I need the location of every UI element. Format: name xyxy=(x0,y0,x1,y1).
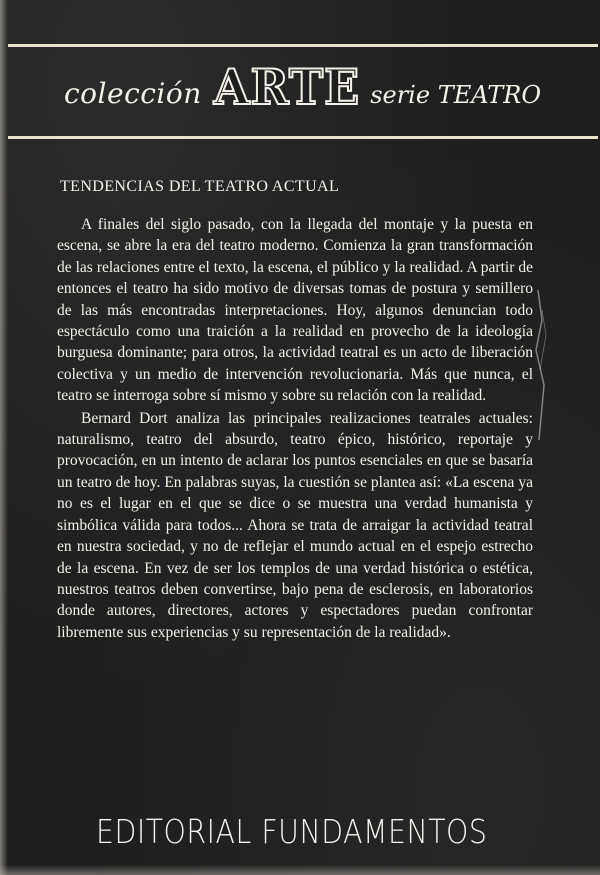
publisher-name: EDITORIAL FUNDAMENTOS xyxy=(96,812,488,851)
paper-crease xyxy=(520,290,560,440)
series-band xyxy=(0,44,600,140)
blurb-paragraph-2: Bernard Dort analiza las principales realizaciones teatrales actuales: naturalismo, teatro del absurdo, teatro épico, histórico, reportaje y provocación, en un intento de aclarar los puntos esenciales en que se basaría un teatro de hoy. En palabras suyas, la cuestión se plantea así: «La escena ya no es el lugar en el que se dice o se muestra una verdad humanista y simbólica válida para todos... Ahora se trata de arraigar la actividad teatral en nuestra sociedad, y no de reflejar el mundo actual en el espejo estrecho de la escena. En vez de ser los templos de una verdad histórica o estética, nuestros teatros deben convertirse, bajo pena de esclerosis, en laboratorios donde autores, directores, actores y espectadores puedan confrontar libremente sus experiencias y su representación de la realidad». xyxy=(57,409,533,641)
blurb-text xyxy=(57,214,533,643)
series-serie-label: serie TEATRO xyxy=(370,81,541,109)
series-arte-logo: ARTE xyxy=(213,58,361,116)
bottom-edge-wear xyxy=(0,865,600,875)
blurb-paragraph-1: A finales del siglo pasado, con la llegada del montaje y la puesta en escena, se abre la era del teatro moderno. Comienza la gran transformación de las relaciones entre el texto, la escena, el público y la realidad. A partir de entonces el teatro ha sido motivo de diversas tomas de postura y semillero de las más encontradas interpretaciones. Hoy, algunos denuncian todo espectáculo como una traición a la realidad en provecho de la ideología burguesa dominante; para otros, la actividad teatral es un acto de liberación colectiva y un medio de intervención revolucionaria. Más que nunca, el teatro se interroga sobre sí mismo y sobre su relación con la realidad. xyxy=(57,216,533,405)
top-rule xyxy=(8,44,598,47)
series-collection-label: colección xyxy=(64,77,202,110)
section-title: TENDENCIAS DEL TEATRO ACTUAL xyxy=(60,178,340,195)
series-title xyxy=(64,60,541,120)
bottom-rule xyxy=(8,136,598,139)
